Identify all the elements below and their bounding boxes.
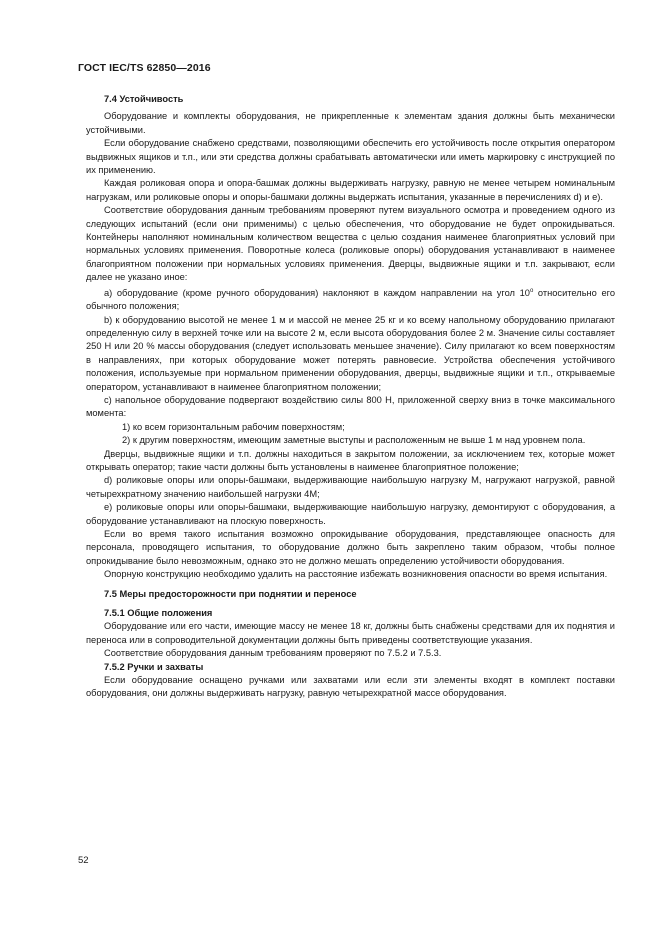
paragraph: Соответствие оборудования данным требованиям проверяют путем визуального осмотра и проведением одного из следующих испытаний (если они применимы) с целью обеспечения, что оборудование не будет опрокидываться. Контейнеры наполняют номинальным количеством вещества с целью создания наименее благоприятных условий при нормальных условиях применения. Поворотные колеса (роликовые опоры) оборудования устанавливают в наименее благоприятном положении при нормальных условиях применения. Дверцы, выдвижные ящики и т.п. закрывают, если далее не указано иное: <box>86 205 615 283</box>
paragraph: Соответствие оборудования данным требованиям проверяют по 7.5.2 и 7.5.3. <box>104 648 442 659</box>
paragraph: Если во время такого испытания возможно опрокидывание оборудования, представляющее опасность для персонала, проводящего испытания, то оборудование должно быть закреплено таким образом, чтобы полное опрокидывание было невозможным, однако это не должно мешать определению устойчивости оборудования. <box>86 529 615 566</box>
list-subitem-c2: 2) к другим поверхностям, имеющим заметные выступы и расположенным не выше 1 м над уровнем пола. <box>122 435 586 446</box>
list-item-c: c) напольное оборудование подвергают воздействию силы 800 Н, приложенной сверху вниз в точке максимального момента: <box>86 394 615 419</box>
section-heading-7-4: 7.4 Устойчивость <box>104 94 184 104</box>
list-subitem-c1: 1) ко всем горизонтальным рабочим поверхностям; <box>122 421 345 432</box>
degree-superscript: o <box>529 287 534 294</box>
paragraph: Дверцы, выдвижные ящики и т.п. должны находиться в закрытом положении, за исключением тех, которые может открывать оператор; такие части должны быть установлены в наименее благоприятное положение; <box>86 448 615 472</box>
paragraph: Оборудование или его части, имеющие массу не менее 18 кг, должны быть снабжены средствами для их поднятия и переноса или в сопроводительной документации должны быть приведены соответствующие указания. <box>86 621 615 645</box>
paragraph: Если оборудование снабжено средствами, позволяющими обеспечить его устойчивость после открытия оператором выдвижных ящиков и т.п., или эти средства должны срабатывать автоматически или иметь маркировку с инструкцией по их применению. <box>86 138 615 176</box>
paragraph: Оборудование и комплекты оборудования, не прикрепленные к элементам здания должны быть механически устойчивыми. <box>86 111 615 135</box>
list-item-d: d) роликовые опоры или опоры-башмаки, выдерживающие наибольшую нагрузку М, нагружают нагрузкой, равной четырехкратному значению наибольшей нагрузки 4М; <box>86 475 615 499</box>
section-heading-7-5: 7.5 Меры предосторожности при поднятии и переносе <box>104 588 357 599</box>
section-heading-7-5-2: 7.5.2 Ручки и захваты <box>104 661 204 672</box>
paragraph: Опорную конструкцию необходимо удалить на расстояние избежать возникновения опасности во время испытания. <box>104 569 608 580</box>
list-item-a <box>86 285 615 314</box>
list-item-b: b) к оборудованию высотой не менее 1 м и массой не менее 25 кг и ко всему напольному оборудованию прилагают определенную силу в верхней точке или на высоте 2 м, если высота оборудования более 2 м. Значение силы составляет 250 Н или 20 % массы оборудования (следует использовать меньшее значение). Силу прилагают ко всем поверхностям в направлениях, при которых оборудование может потерять равновесие. Устройства обеспечения устойчивого положения, используемые при нормальном применении оборудования, дверцы, выдвижные ящики и т.п., открываемые оператором, устанавливают в наименее благоприятном положении; <box>86 314 615 392</box>
page-content <box>86 93 615 701</box>
document-header: ГОСТ IEC/TS 62850—2016 <box>78 62 211 74</box>
paragraph: Если оборудование оснащено ручками или захватами или если эти элементы входят в комплект поставки оборудования, они должны выдерживать нагрузку, равную четырехкратной массе оборудования. <box>86 675 615 699</box>
list-item-e: e) роликовые опоры или опоры-башмаки, выдерживающие наибольшую нагрузку, демонтируют с оборудования, а оборудование устанавливают на плоскую поверхность. <box>86 502 615 526</box>
list-item-a-text-cont: относительно его обычного положения; <box>86 287 615 312</box>
section-heading-7-5-1: 7.5.1 Общие положения <box>104 608 213 619</box>
page-number: 52 <box>78 855 89 866</box>
paragraph: Каждая роликовая опора и опора-башмак должны выдерживать нагрузку, равную не менее четырем номинальным нагрузкам, или роликовые опоры и опоры-башмаки должны выдержать испытания, указанные в перечислениях d) и e). <box>86 178 615 202</box>
list-item-a-text: a) оборудование (кроме ручного оборудования) наклоняют в каждом направлении на угол 10 <box>104 287 530 298</box>
